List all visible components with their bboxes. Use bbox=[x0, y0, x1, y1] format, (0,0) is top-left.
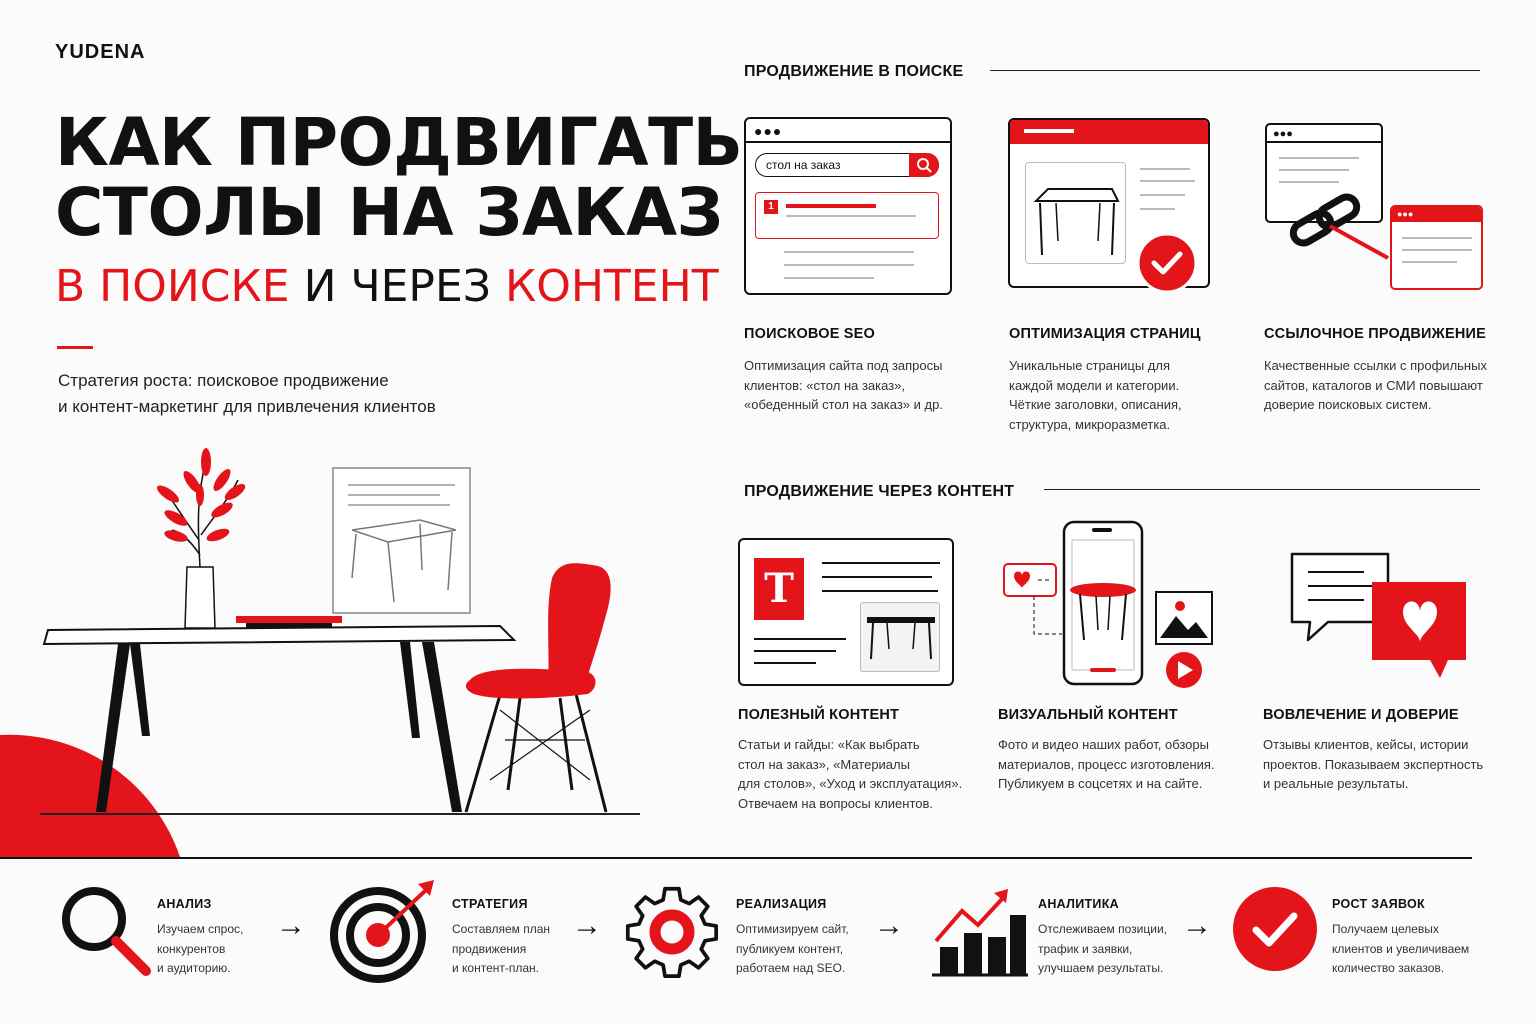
subtitle-line-2: и контент-маркетинг для привлечения клиентов bbox=[58, 397, 436, 416]
headline-line-2: СТОЛЫ НА ЗАКАЗ bbox=[55, 174, 723, 251]
gear-icon bbox=[625, 885, 720, 980]
accent-divider bbox=[57, 346, 93, 349]
article-line bbox=[754, 638, 846, 640]
desc-line: работаем над SEO. bbox=[736, 961, 846, 975]
step-growth-desc bbox=[1332, 920, 1469, 979]
step-analysis-desc bbox=[157, 920, 243, 979]
desc-line: трафик и заявки, bbox=[1038, 941, 1133, 956]
page-header-bar bbox=[1010, 120, 1210, 144]
card-useful-title: ПОЛЕЗНЫЙ КОНТЕНТ bbox=[738, 707, 900, 723]
article-line bbox=[754, 650, 836, 652]
search-section-rule bbox=[990, 70, 1480, 71]
desc-line: публикуем контент, bbox=[736, 941, 844, 956]
card-seo-desc bbox=[744, 356, 943, 415]
card-visual-title: ВИЗУАЛЬНЫЙ КОНТЕНТ bbox=[998, 707, 1178, 723]
desc-line: количество заказов. bbox=[1332, 961, 1445, 975]
article-line bbox=[754, 662, 816, 664]
window-line bbox=[1279, 169, 1349, 171]
search-browser-illustration bbox=[744, 117, 952, 295]
desc-line: «обеденный стол на заказ» и др. bbox=[744, 397, 943, 412]
desc-line: Качественные ссылки с профильных bbox=[1264, 358, 1487, 373]
result-title-line bbox=[786, 204, 876, 208]
brand-logo: YUDENA bbox=[55, 41, 146, 63]
desc-line: доверие поисковых систем. bbox=[1264, 397, 1432, 412]
card-useful-desc bbox=[738, 735, 962, 813]
result-line bbox=[784, 264, 914, 266]
desc-line: Фото и видео наших работ, обзоры bbox=[998, 737, 1209, 752]
product-image-frame bbox=[1025, 162, 1126, 264]
article-line bbox=[822, 562, 940, 564]
chain-link-icon bbox=[1290, 192, 1410, 272]
result-line bbox=[784, 251, 914, 253]
step-implementation-desc bbox=[736, 920, 849, 979]
desc-line: структура, микроразметка. bbox=[1009, 416, 1171, 432]
page-text-line bbox=[1140, 168, 1190, 170]
article-image bbox=[860, 602, 940, 672]
desc-line: конкурентов bbox=[157, 941, 226, 956]
arrow-right-icon: → bbox=[572, 909, 602, 942]
result-line bbox=[786, 215, 916, 217]
chat-heart-illustration bbox=[1288, 550, 1473, 680]
phone-visual-illustration bbox=[1000, 520, 1220, 690]
subtitle bbox=[58, 368, 436, 420]
search-query: стол на заказ bbox=[766, 158, 841, 172]
page-text-line bbox=[1140, 180, 1195, 182]
card-engagement-desc bbox=[1263, 735, 1483, 794]
card-visual-desc bbox=[998, 735, 1215, 794]
step-implementation-title: РЕАЛИЗАЦИЯ bbox=[736, 897, 827, 911]
arrow-right-icon: → bbox=[1182, 909, 1212, 942]
desc-line: Отвечаем на вопросы клиентов. bbox=[738, 795, 934, 811]
step-growth-title: РОСТ ЗАЯВОК bbox=[1332, 897, 1425, 911]
window-line bbox=[1402, 249, 1472, 251]
desc-line: сайтов, каталогов и СМИ повышают bbox=[1264, 377, 1483, 393]
step-analysis-title: АНАЛИЗ bbox=[157, 897, 212, 911]
article-line bbox=[822, 576, 932, 578]
headline-and: И ЧЕРЕЗ bbox=[289, 261, 505, 312]
window-line bbox=[1402, 237, 1472, 239]
magnifier-icon bbox=[60, 885, 155, 980]
desc-line: клиентов и увеличиваем bbox=[1332, 941, 1470, 956]
desc-line: для столов», «Уход и эксплуатация». bbox=[738, 776, 963, 791]
page-text-line bbox=[1140, 208, 1175, 210]
desc-line: Статьи и гайды: «Как выбрать bbox=[738, 737, 920, 752]
desc-line: и контент-план. bbox=[452, 961, 540, 975]
card-links-title: ССЫЛОЧНОЕ ПРОДВИЖЕНИЕ bbox=[1264, 326, 1486, 342]
table-icon bbox=[861, 603, 941, 673]
search-input[interactable] bbox=[755, 153, 939, 177]
desc-line: и реальные результаты. bbox=[1263, 776, 1409, 791]
content-section-title: ПРОДВИЖЕНИЕ ЧЕРЕЗ КОНТЕНТ bbox=[744, 483, 1015, 500]
desc-line: Получаем целевых bbox=[1332, 922, 1439, 936]
desc-line: Изучаем спрос, bbox=[157, 922, 244, 936]
window-line bbox=[1402, 261, 1457, 263]
result-line bbox=[784, 277, 874, 279]
check-circle-icon bbox=[1232, 886, 1318, 972]
desc-line: Чёткие заголовки, описания, bbox=[1009, 397, 1182, 412]
result-rank-badge: 1 bbox=[764, 200, 778, 214]
step-analytics-desc bbox=[1038, 920, 1167, 979]
headline-line-1: КАК ПРОДВИГАТЬ bbox=[55, 104, 743, 181]
window-line bbox=[1279, 181, 1339, 183]
top-result bbox=[755, 192, 939, 239]
browser-dots-icon: ●●● bbox=[1273, 128, 1293, 140]
step-strategy-desc bbox=[452, 920, 550, 979]
desc-line: клиентов: «стол на заказ», bbox=[744, 377, 906, 393]
table-icon bbox=[1026, 163, 1127, 265]
headline-sub bbox=[55, 262, 719, 312]
step-analytics-title: АНАЛИТИКА bbox=[1038, 897, 1119, 911]
content-section-rule bbox=[1044, 489, 1480, 490]
card-pages-title: ОПТИМИЗАЦИЯ СТРАНИЦ bbox=[1009, 326, 1201, 342]
subtitle-line-1: Стратегия роста: поисковое продвижение bbox=[58, 371, 389, 390]
desc-line: Отзывы клиентов, кейсы, истории bbox=[1263, 737, 1469, 752]
process-divider bbox=[0, 857, 1472, 859]
text-t-icon: T bbox=[754, 558, 804, 620]
desc-line: Оптимизация сайта под запросы bbox=[744, 358, 943, 373]
desc-line: Публикуем в соцсетях и на сайте. bbox=[998, 776, 1203, 791]
desc-line: улучшаем результаты. bbox=[1038, 961, 1164, 975]
card-seo-title: ПОИСКОВОЕ SEO bbox=[744, 326, 876, 342]
article-illustration bbox=[738, 538, 954, 686]
desc-line: проектов. Показываем экспертность bbox=[1263, 756, 1484, 772]
card-engagement-title: ВОВЛЕЧЕНИЕ И ДОВЕРИЕ bbox=[1263, 707, 1459, 723]
search-icon[interactable] bbox=[909, 153, 939, 177]
page-header-line bbox=[1024, 129, 1074, 133]
desc-line: Составляем план bbox=[452, 922, 551, 936]
desc-line: Уникальные страницы для bbox=[1009, 358, 1171, 373]
page-text-line bbox=[1140, 194, 1185, 196]
arrow-right-icon: → bbox=[874, 909, 904, 942]
desc-line: каждой модели и категории. bbox=[1009, 377, 1180, 393]
browser-bar bbox=[744, 141, 952, 143]
check-badge-icon bbox=[1136, 232, 1198, 294]
arrow-right-icon: → bbox=[276, 909, 306, 942]
desc-line: материалов, процесс изготовления. bbox=[998, 756, 1215, 772]
desc-line: Отслеживаем позиции, bbox=[1038, 922, 1167, 936]
card-pages-desc bbox=[1009, 356, 1182, 434]
desc-line: продвижения bbox=[452, 941, 527, 956]
desk-scene-illustration bbox=[0, 440, 660, 860]
step-strategy-title: СТРАТЕГИЯ bbox=[452, 897, 528, 911]
search-section-title: ПРОДВИЖЕНИЕ В ПОИСКЕ bbox=[744, 63, 964, 80]
headline-main bbox=[55, 104, 743, 251]
target-icon bbox=[330, 878, 440, 983]
desc-line: Оптимизируем сайт, bbox=[736, 922, 849, 936]
growth-chart-icon bbox=[932, 885, 1028, 979]
desc-line: стол на заказ», «Материалы bbox=[738, 756, 910, 772]
article-line bbox=[822, 590, 938, 592]
browser-dots-icon: ●●● bbox=[754, 123, 783, 139]
window-line bbox=[1279, 157, 1359, 159]
headline-content: КОНТЕНТ bbox=[504, 261, 719, 312]
window-bar bbox=[1267, 141, 1381, 143]
card-links-desc bbox=[1264, 356, 1487, 415]
desc-line: и аудиторию. bbox=[157, 961, 231, 975]
headline-search: В ПОИСКЕ bbox=[55, 261, 290, 312]
browser-dots-icon: ●●● bbox=[1397, 209, 1414, 219]
